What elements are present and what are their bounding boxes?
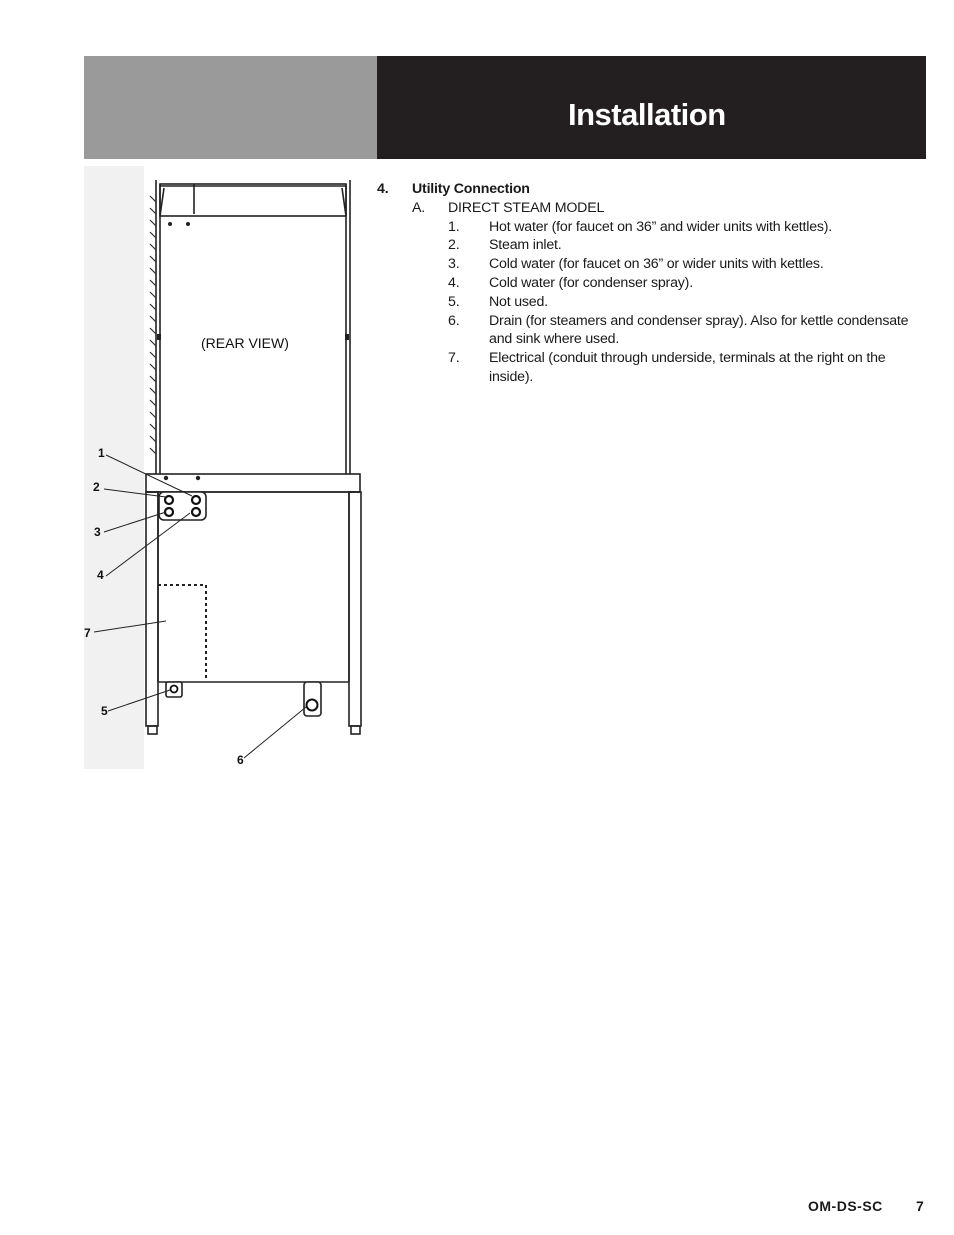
- header-grey-block: [84, 56, 377, 159]
- frame-clip: [157, 334, 161, 340]
- callout-5: 5: [101, 704, 108, 718]
- utility-plate: [159, 492, 206, 520]
- rear-view-figure: [84, 166, 363, 769]
- subsection-heading: [377, 199, 922, 218]
- port-5: [166, 682, 182, 697]
- panel-screw: [168, 222, 172, 226]
- list-item: [377, 236, 922, 255]
- item-text: Drain (for steamers and condenser spray). Also for kettle condensate and sink where used.: [489, 312, 909, 348]
- callout-6: 6: [237, 753, 244, 767]
- subsection-title: DIRECT STEAM MODEL: [448, 199, 605, 216]
- callout-4: 4: [97, 568, 104, 582]
- callout-7: 7: [84, 626, 91, 640]
- rear-view-label: (REAR VIEW): [201, 335, 289, 351]
- list-item: [377, 218, 922, 237]
- list-item: [377, 312, 922, 350]
- list-item: [377, 349, 922, 387]
- callout-3: 3: [94, 525, 101, 539]
- rear-view-diagram: [84, 166, 363, 769]
- list-item: [377, 293, 922, 312]
- item-text: Cold water (for faucet on 36” or wider units with kettles.: [489, 256, 824, 273]
- item-number: 3.: [448, 256, 460, 273]
- base-screw: [196, 476, 200, 480]
- list-item: [377, 255, 922, 274]
- base-screw: [164, 476, 168, 480]
- section-title: Utility Connection: [412, 181, 530, 197]
- item-number: 5.: [448, 293, 460, 310]
- list-item: [377, 274, 922, 293]
- footer-doc-code: OM-DS-SC: [808, 1198, 883, 1214]
- subsection-letter: A.: [412, 199, 426, 216]
- callout-1: 1: [98, 446, 105, 460]
- section-number: 4.: [377, 181, 389, 197]
- item-text: Electrical (conduit through underside, terminals at the right on the inside).: [489, 350, 886, 385]
- footer-page-number: 7: [916, 1198, 924, 1214]
- item-text: Cold water (for condenser spray).: [489, 274, 693, 291]
- item-text: Not used.: [489, 293, 548, 310]
- item-number: 6.: [448, 312, 460, 329]
- figure-paper: [144, 166, 363, 769]
- item-text: Hot water (for faucet on 36” and wider units with kettles).: [489, 218, 833, 235]
- item-number: 7.: [448, 350, 460, 367]
- panel-screw: [186, 222, 190, 226]
- item-text: Steam inlet.: [489, 237, 562, 254]
- item-number: 1.: [448, 218, 460, 235]
- section-heading: [377, 180, 922, 199]
- utility-connection-section: [377, 180, 922, 387]
- callout-2: 2: [93, 480, 100, 494]
- item-number: 2.: [448, 237, 460, 254]
- item-number: 4.: [448, 274, 460, 291]
- frame-clip: [345, 334, 349, 340]
- page-title: Installation: [568, 97, 726, 132]
